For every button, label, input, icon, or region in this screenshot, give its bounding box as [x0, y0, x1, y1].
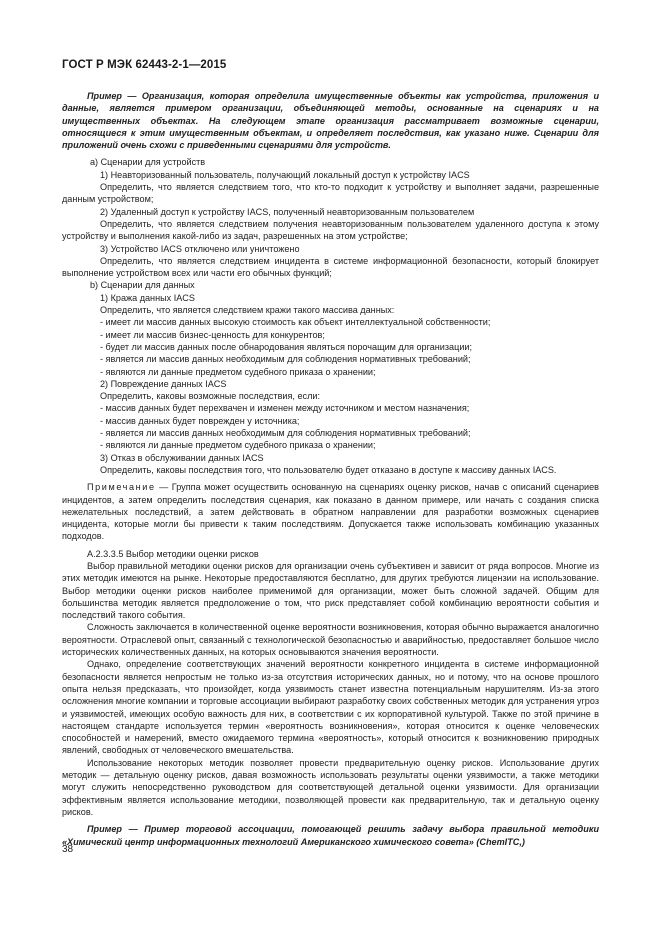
list-b-item-1-bullet: - является ли массив данных необходимым для соблюдения нормативных требований; [100, 354, 471, 365]
page-number: 38 [62, 844, 74, 855]
list-b-item-1-text: Определить, что является следствием кражи такого массива данных: [100, 305, 395, 316]
list-a-item-2-text: Определить, что является следствием получения неавторизованным пользователем удаленного доступа к этому устройству и выполнения какой-либо из задач, разрешенных на этом устройстве; [62, 218, 599, 242]
intro-example [62, 90, 599, 151]
list-b-item-2-text: Определить, каковы возможные последствия, если: [100, 391, 320, 402]
list-b-item-2-title: 2) Повреждение данных IACS [100, 378, 227, 389]
intro-example-text: — Организация, которая определила имущественные объекты как устройства, приложения и данные, является примером организации, объединяющей методы, основанные на сценариях и на имущественных объектах. На следующем этапе организация рассматривает возможные сценарии, относящиеся к этим имущественным объектам, и определяет последствия, как указано ниже. Сценарии для приложений очень схожи с приведенными сценариями для устройств. [62, 91, 599, 151]
list-a-item-3-title: 3) Устройство IACS отключено или уничтожено [100, 243, 300, 254]
example-2 [62, 823, 599, 848]
list-b-item-1-bullet: - имеет ли массив данных высокую стоимость как объект интеллектуальной собственности; [100, 317, 491, 328]
example-2-text: — Пример торговой ассоциации, помогающей решить задачу выбора правильной методики «Химический центр информационных технологий Американского химического совета» (ChemITC,) [62, 824, 599, 847]
section-paragraph-3: Однако, определение соответствующих значений вероятности конкретного инцидента в системе информационной безопасности является непростым не только из-за отсутствия исторических данных, но и потому, что на основе прошлого опыта нельзя предсказать, что произойдет, когда уязвимость станет известна потенциальным нарушителям. Из-за этого осложнения многие компании и торговые ассоциации выбирают разработку своих собственных методик для устранения угроз и уязвимостей, имеющих особую важность для них, в соответствии с их корпоративной культурой. Также по этой причине в настоящем стандарте используется термин «вероятность возникновения», которая относится к оценке человеческих способностей и намерений, вместо ожидаемого термина «вероятность», который относится к возникновению природных явлений, свободных от человеческого вмешательства. [62, 659, 599, 756]
list-a-item-1-text: Определить, что является следствием того, что кто-то подходит к устройству и выполняет задачи, разрешенные данным устройством; [62, 182, 599, 205]
note-label: Примечание [87, 482, 156, 493]
section-paragraph-2: Сложность заключается в количественной оценке вероятности возникновения, которая обычно выражается аналогично вероятности. Отраслевой опыт, связанный с технологической безопасностью и аварийностью, предоставляет большое число исторических количественных данных, на которых основываются значения вероятности. [62, 622, 599, 658]
example-2-label: Пример [87, 824, 122, 835]
list-b-item-2-bullet: - является ли массив данных необходимым для соблюдения нормативных требований; [100, 428, 471, 439]
list-b-item-1-bullet: - будет ли массив данных после обнародования являться порочащим для организации; [100, 341, 472, 352]
list-b-item-3-text: Определить, каковы последствия того, что пользователю будет отказано в доступе к массиву данных IACS. [100, 464, 557, 475]
list-b-item-1-title: 1) Кража данных IACS [100, 292, 195, 303]
intro-example-label: Пример [87, 91, 122, 101]
list-b-item-2-bullet: - массив данных будет поврежден у источника; [100, 415, 300, 426]
note-text: — Группа может осуществить основанную на сценариях оценку рисков, начав с описаний сценариев инцидентов, а затем определить последствия сценария, как показано в данном примере, или начать с создания списка нежелательных последствий, а затем действовать в обратном направлении для разработки возможных сценариев инцидента, которые могли бы привести к таким последствиям. Допускается также использовать комбинацию указанных подходов. [62, 482, 599, 542]
list-b-heading: b) Сценарии для данных [90, 280, 195, 291]
list-b-item-1-bullet: - имеет ли массив бизнес-ценность для конкурентов; [100, 329, 325, 340]
list-a-item-1-title: 1) Неавторизованный пользователь, получающий локальный доступ к устройству IACS [100, 169, 470, 180]
page-content [62, 90, 599, 848]
section-paragraph-4: Использование некоторых методик позволяет провести предварительную оценку рисков. Использование других методик — детальную оценку рисков, давая возможность использовать результаты оценки уязвимости, а также методики могут служить непосредственно руководством для соответствующей детальной оценки уязвимости. Для организации эффективным является использование методики, позволяющей провести как предварительную, так и детальную оценку рисков. [62, 757, 599, 817]
list-b-item-1-bullet: - являются ли данные предметом судебного приказа о хранении; [100, 366, 376, 377]
document-header: ГОСТ Р МЭК 62443-2-1—2015 [62, 59, 227, 71]
list-b-item-3-title: 3) Отказ в обслуживании данных IACS [100, 452, 264, 463]
list-a-item-2-title: 2) Удаленный доступ к устройству IACS, полученный неавторизованным пользователем [100, 206, 475, 217]
list-a-heading: a) Сценарии для устройств [90, 157, 206, 168]
note-paragraph [62, 481, 599, 542]
section-paragraph-1: Выбор правильной методики оценки рисков для организации очень субъективен и зависит от ряда вопросов. Многие из этих методик имеются на рынке. Некоторые предоставляются бесплатно, для других требуются лицензии на использование. Выбор методики оценки рисков наиболее применимой для организации, может быть сложной задачей. Общим для большинства методик является предположение о том, что риск представляет собой комбинацию вероятности события и последствий такого события. [62, 560, 599, 621]
list-b-item-2-bullet: - являются ли данные предметом судебного приказа о хранении; [100, 440, 376, 451]
list-b-item-2-bullet: - массив данных будет перехвачен и изменен между источником и местом назначения; [100, 403, 470, 414]
list-a-item-3-text: Определить, что является следствием инцидента в системе информационной безопасности, который блокирует выполнение устройством всех или части его обычных функций; [62, 255, 599, 279]
section-title: А.2.3.3.5 Выбор методики оценки рисков [87, 548, 259, 559]
